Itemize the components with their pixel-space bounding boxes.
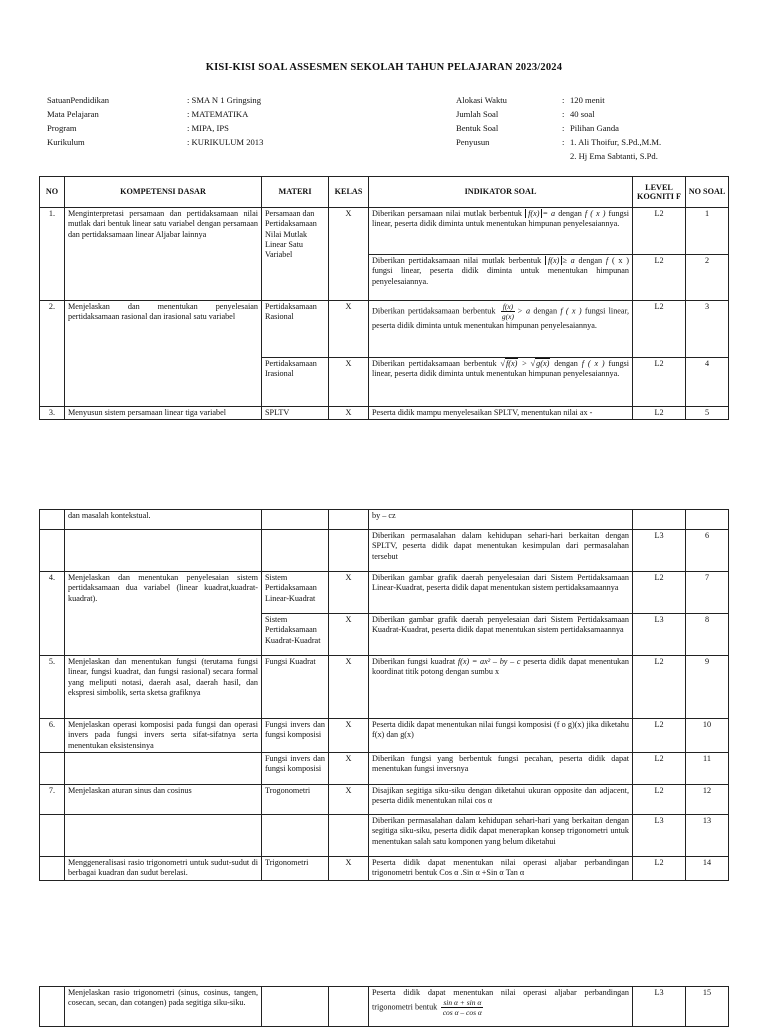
info-right	[456, 93, 661, 163]
row-kelas: X	[329, 572, 369, 614]
row-no	[40, 857, 65, 881]
row-no: 6.	[40, 719, 65, 753]
row-materi: Persamaan dan Pertidaksamaan Nilai Mutlak Linear Satu Variabel	[262, 208, 329, 301]
row-indikator: by – cz	[369, 510, 633, 530]
row-kelas: X	[329, 358, 369, 407]
row-no: 3.	[40, 407, 65, 420]
row-level: L3	[633, 815, 686, 857]
row-no-soal: 9	[686, 656, 729, 719]
row-no-soal: 15	[686, 987, 729, 1027]
row-indikator: Diberikan persamaan nilai mutlak berbentuk f(x) = a dengan f ( x ) fungsi linear, peserta didik diminta untuk menentukan himpunan penyelesaiannya.	[369, 208, 633, 255]
row-no	[40, 987, 65, 1027]
row-indikator: Diberikan pertidaksamaan nilai mutlak berbentuk f(x) ≥ a dengan f ( x ) fungsi linear, peserta didik diminta untuk menentukan himpunan penyelesaiannya.	[369, 255, 633, 301]
row-no-soal: 8	[686, 614, 729, 656]
kisi-kisi-table-page-3	[39, 986, 729, 1027]
row-no-soal: 2	[686, 255, 729, 301]
info-row-alokasi: Alokasi Waktu : 120 menit	[456, 95, 605, 105]
row-no-soal: 1	[686, 208, 729, 255]
row-indikator: Disajikan segitiga siku-siku dengan diketahui ukuran opposite dan adjacent, peserta didik menentukan nilai cos α	[369, 785, 633, 815]
header-kompetensi-dasar: KOMPETENSI DASAR	[65, 177, 262, 208]
row-indikator: Diberikan gambar grafik daerah penyelesaian dari Sistem Pertidaksamaan Linear-Kuadrat, peserta didik dapat menentukan sistem pertidaksamaannya	[369, 572, 633, 614]
row-materi	[262, 510, 329, 530]
row-level: L2	[633, 857, 686, 881]
table-row	[40, 815, 729, 857]
info-row-penyusun-2: 2. Hj Ema Sabtanti, S.Pd.	[570, 151, 658, 161]
row-indikator: Peserta didik dapat menentukan nilai fungsi komposisi (f o g)(x) jika diketahu f(x) dan g(x)	[369, 719, 633, 753]
row-kelas: X	[329, 857, 369, 881]
row-kompetensi: Menggeneralisasi rasio trigonometri untuk sudut-sudut di berbagai kuadran dan sudut berelasi.	[65, 857, 262, 881]
row-indikator: Diberikan pertidaksamaan berbentuk √f(x) > √g(x) dengan f ( x ) fungsi linear, peserta didik diminta untuk menentukan himpunan penyelesaiannya.	[369, 358, 633, 407]
row-kelas: X	[329, 785, 369, 815]
row-indikator: Peserta didik mampu menyelesaikan SPLTV, menentukan nilai ax -	[369, 407, 633, 420]
row-no-soal: 3	[686, 301, 729, 358]
row-materi: Sistem Pertidaksamaan Kuadrat-Kuadrat	[262, 614, 329, 656]
row-kelas: X	[329, 753, 369, 785]
row-materi: Fungsi Kuadrat	[262, 656, 329, 719]
row-kompetensi: Menjelaskan dan menentukan penyelesaian sistem pertidaksamaan dua variabel (linear kuadrat,kuadrat-kuadrat).	[65, 572, 262, 656]
row-level	[633, 510, 686, 530]
row-no	[40, 530, 65, 572]
table-row	[40, 208, 729, 255]
row-kompetensi: Menjelaskan operasi komposisi pada fungsi dan operasi invers pada fungsi invers serta sifat-sifatnya serta menentukan eksistensinya	[65, 719, 262, 753]
table-header-row	[40, 177, 729, 208]
table-row	[40, 719, 729, 753]
header-level-kognitif: LEVEL KOGNITI F	[633, 177, 686, 208]
row-no: 7.	[40, 785, 65, 815]
row-no-soal: 13	[686, 815, 729, 857]
row-indikator: Diberikan permasalahan dalam kehidupan sehari-hari berkaitan dengan SPLTV, peserta didik dapat menentukan kesimpulan dari permasalahan tersebut	[369, 530, 633, 572]
row-indikator: Peserta didik dapat menentukan nilai operasi aljabar perbandingan trigonometri bentuk $\frac{\text{sin α + sin α}}{\text{cos α – cos α}}$	[369, 987, 633, 1027]
table-row	[40, 857, 729, 881]
row-materi: Fungsi invers dan fungsi komposisi	[262, 753, 329, 785]
row-no: 2.	[40, 301, 65, 407]
table-row	[40, 656, 729, 719]
row-materi: Trogonometri	[262, 785, 329, 815]
row-kompetensi: Menjelaskan dan menentukan fungsi (terutama fungsi linear, fungsi kuadrat, dan fungsi rasional) secara formal yang meliputi notasi, daerah asal, daerah hasil, dan ekspresi simbolik, serta sketsa grafiknya	[65, 656, 262, 719]
row-no-soal: 5	[686, 407, 729, 420]
row-level: L2	[633, 301, 686, 358]
row-no-soal: 7	[686, 572, 729, 614]
row-no: 5.	[40, 656, 65, 719]
header-no-soal: NO SOAL	[686, 177, 729, 208]
row-level: L3	[633, 530, 686, 572]
row-materi: Pertidaksamaan Irasional	[262, 358, 329, 407]
info-row-mapel: Mata Pelajaran : MATEMATIKA	[47, 109, 249, 119]
row-no-soal	[686, 510, 729, 530]
row-no-soal: 10	[686, 719, 729, 753]
fraction-f-over-g: $\frac{f(x)}{g(x)}$	[501, 302, 514, 321]
fraction-trig: $\frac{\text{sin α + sin α}}{\text{cos α – cos α}}$	[442, 998, 482, 1018]
row-materi	[262, 815, 329, 857]
row-kelas	[329, 815, 369, 857]
row-level: L2	[633, 358, 686, 407]
row-indikator: Diberikan pertidaksamaan berbentuk $\frac{f(x)}{g(x)}$ > a dengan f ( x ) fungsi linear, peserta didik diminta untuk menentukan himpunan penyelesaiannya.	[369, 301, 633, 358]
header-kelas: KELAS	[329, 177, 369, 208]
row-no: 1.	[40, 208, 65, 301]
info-row-bentuk: Bentuk Soal : Pilihan Ganda	[456, 123, 619, 133]
info-row-kurikulum: Kurikulum : KURIKULUM 2013	[47, 137, 264, 147]
table-row	[40, 753, 729, 785]
row-level: L3	[633, 614, 686, 656]
table-row	[40, 572, 729, 614]
table-row	[40, 785, 729, 815]
row-level: L2	[633, 656, 686, 719]
row-no-soal: 12	[686, 785, 729, 815]
row-level: L2	[633, 719, 686, 753]
row-kelas	[329, 510, 369, 530]
row-level: L2	[633, 255, 686, 301]
row-materi: Trigonometri	[262, 857, 329, 881]
row-indikator: Diberikan fungsi yang berbentuk fungsi pecahan, peserta didik dapat menentukan fungsi inversnya	[369, 753, 633, 785]
row-materi	[262, 530, 329, 572]
table-row	[40, 407, 729, 420]
table-row	[40, 987, 729, 1027]
row-kelas: X	[329, 614, 369, 656]
row-level: L2	[633, 407, 686, 420]
kisi-kisi-table-page-1	[39, 176, 729, 420]
row-materi: Pertidaksamaan Rasional	[262, 301, 329, 358]
info-row-satuan: SatuanPendidikan : SMA N 1 Gringsing	[47, 95, 262, 105]
row-kompetensi: Menjelaskan aturan sinus dan cosinus	[65, 785, 262, 815]
row-kompetensi: Menyusun sistem persamaan linear tiga variabel	[65, 407, 262, 420]
row-level: L2	[633, 572, 686, 614]
row-level: L3	[633, 987, 686, 1027]
row-indikator: Diberikan permasalahan dalam kehidupan sehari-hari yang berkaitan dengan segitiga siku-siku, peserta didik dapat menerapkan konsep trigonometri untuk menentukan salah satu komponen yang belum diketahui	[369, 815, 633, 857]
table-row	[40, 510, 729, 530]
info-row-penyusun: Penyusun : 1. Ali Thoifur, S.Pd.,M.M.	[456, 137, 662, 147]
row-kelas: X	[329, 407, 369, 420]
row-kompetensi: Menjelaskan dan menentukan penyelesaian pertidaksamaan rasional dan irasional satu variabel	[65, 301, 262, 407]
row-materi: SPLTV	[262, 407, 329, 420]
info-row-jumlah: Jumlah Soal : 40 soal	[456, 109, 595, 119]
header-indikator-soal: INDIKATOR SOAL	[369, 177, 633, 208]
kisi-kisi-table-page-2	[39, 509, 729, 881]
table-row	[40, 530, 729, 572]
row-materi: Sistem Pertidaksamaan Linear-Kuadrat	[262, 572, 329, 614]
header-materi: MATERI	[262, 177, 329, 208]
row-kompetensi: Menginterpretasi persamaan dan pertidaksamaan nilai mutlak dari bentuk linear satu variabel dengan persamaan dan pertidaksamaan linear Aljabar lainnya	[65, 208, 262, 301]
row-no-soal: 11	[686, 753, 729, 785]
row-kelas: X	[329, 719, 369, 753]
row-kompetensi: dan masalah kontekstual.	[65, 510, 262, 530]
info-left	[47, 93, 263, 149]
table-row	[40, 301, 729, 358]
document-title: KISI-KISI SOAL ASSESMEN SEKOLAH TAHUN PELAJARAN 2023/2024	[205, 62, 563, 73]
row-no	[40, 753, 65, 785]
row-no: 4.	[40, 572, 65, 656]
row-no-soal: 4	[686, 358, 729, 407]
row-indikator: Diberikan fungsi kuadrat f(x) = ax² – by – c peserta didik dapat menentukan koordinat titik potong dengan sumbu x	[369, 656, 633, 719]
info-row-program: Program : MIPA, IPS	[47, 123, 229, 133]
row-kelas: X	[329, 208, 369, 301]
row-no	[40, 510, 65, 530]
row-materi	[262, 987, 329, 1027]
row-kelas: X	[329, 656, 369, 719]
row-level: L2	[633, 208, 686, 255]
row-indikator: Diberikan gambar grafik daerah penyelesaian dari Sistem Pertidaksamaan Kuadrat-Kuadrat, peserta didik dapat menentukan sistem pertidaksamaannya	[369, 614, 633, 656]
row-kelas	[329, 530, 369, 572]
header-no: NO	[40, 177, 65, 208]
row-kelas: X	[329, 301, 369, 358]
row-materi: Fungsi invers dan fungsi komposisi	[262, 719, 329, 753]
row-indikator: Peserta didik dapat menentukan nilai operasi aljabar perbandingan trigonometri bentuk Cos α .Sin α +Sin α Tan α	[369, 857, 633, 881]
row-no	[40, 815, 65, 857]
row-no-soal: 14	[686, 857, 729, 881]
row-kompetensi	[65, 815, 262, 857]
row-level: L2	[633, 785, 686, 815]
row-level: L2	[633, 753, 686, 785]
row-kompetensi	[65, 753, 262, 785]
row-kompetensi	[65, 530, 262, 572]
row-no-soal: 6	[686, 530, 729, 572]
row-kelas	[329, 987, 369, 1027]
row-kompetensi: Menjelaskan rasio trigonometri (sinus, cosinus, tangen, cosecan, secan, dan cotangen) pada segitiga siku-siku.	[65, 987, 262, 1027]
